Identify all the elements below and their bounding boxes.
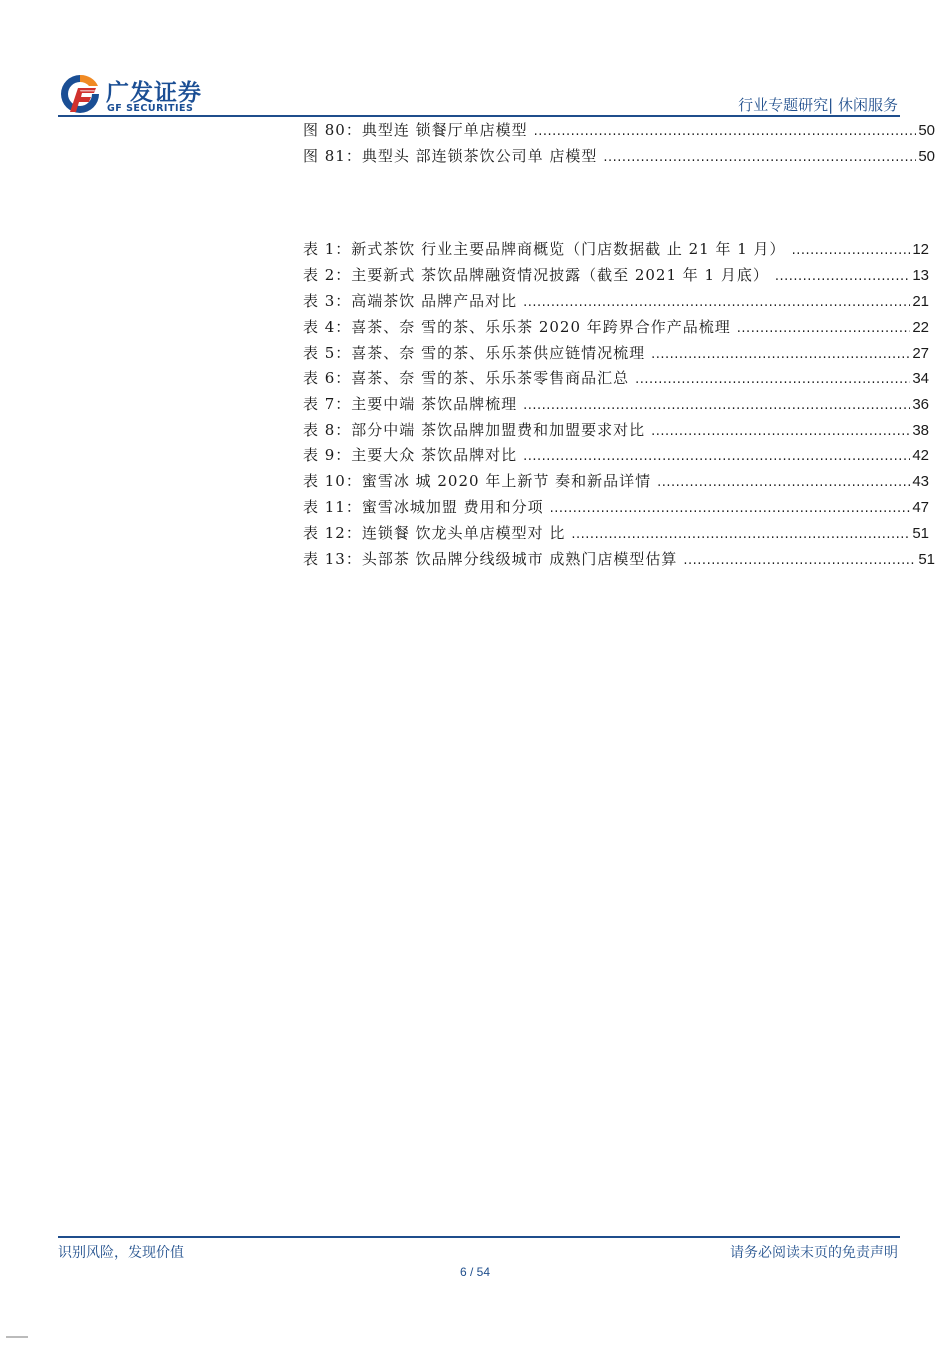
toc-leader-dots [737, 318, 911, 340]
toc-table-label: 表 12：连锁餐 饮龙头单店模型对 比 [303, 524, 566, 542]
toc-table-item[interactable] [303, 393, 929, 415]
company-logo [58, 72, 218, 116]
toc-table-label: 表 1：新式茶饮 行业主要品牌商概览（门店数据截 止 21 年 1 月） [303, 240, 786, 258]
toc-table-label: 表 11：蜜雪冰城加盟 费用和分项 [303, 498, 544, 516]
toc-page-number: 34 [912, 370, 929, 387]
toc-leader-dots [571, 524, 910, 546]
toc-table-item[interactable] [303, 470, 929, 492]
footer-divider [58, 1236, 900, 1238]
toc-page-number: 43 [912, 473, 929, 490]
toc-figure-label: 图 81：典型头 部连锁茶饮公司单 店模型 [303, 147, 598, 165]
toc-page-number: 22 [912, 319, 929, 336]
toc-figure-item[interactable] [303, 145, 935, 167]
header-divider [58, 115, 900, 117]
toc-leader-dots [657, 472, 910, 494]
toc-page-number: 51 [918, 551, 935, 568]
toc-leader-dots [523, 446, 910, 468]
toc-table-label: 表 4：喜茶、奈 雪的茶、乐乐茶 2020 年跨界合作产品梳理 [303, 318, 731, 336]
toc-table-label: 表 6：喜茶、奈 雪的茶、乐乐茶零售商品汇总 [303, 369, 630, 387]
toc-page-number: 47 [912, 499, 929, 516]
toc-table-item[interactable] [303, 522, 929, 544]
footer-disclaimer-notice: 请务必阅读末页的免责声明 [730, 1245, 898, 1261]
toc-page-number: 12 [912, 241, 929, 258]
toc-table-label: 表 2：主要新式 茶饮品牌融资情况披露（截至 2021 年 1 月底） [303, 266, 769, 284]
gf-logo-icon [58, 72, 102, 116]
toc-leader-dots [775, 266, 910, 288]
toc-table-item[interactable] [303, 444, 929, 466]
toc-table-item[interactable] [303, 342, 929, 364]
toc-table-label: 表 3：高端茶饮 品牌产品对比 [303, 292, 518, 310]
toc-leader-dots [651, 421, 910, 443]
toc-page-number: 50 [918, 148, 935, 165]
toc-leader-dots [635, 369, 910, 391]
toc-leader-dots [683, 550, 916, 572]
logo-chinese-name: 广发证券 [106, 80, 202, 106]
toc-figure-item[interactable] [303, 119, 935, 141]
toc-table-item[interactable] [303, 496, 929, 518]
toc-table-label: 表 9：主要大众 茶饮品牌对比 [303, 446, 518, 464]
toc-leader-dots [550, 498, 911, 520]
toc-table-item[interactable] [303, 238, 929, 260]
toc-table-item[interactable] [303, 290, 929, 312]
toc-page-number: 50 [918, 122, 935, 139]
toc-page-number: 27 [912, 345, 929, 362]
toc-page-number: 42 [912, 447, 929, 464]
toc-table-item[interactable] [303, 264, 929, 286]
toc-page-number: 21 [912, 293, 929, 310]
page-indicator: 6 / 54 [459, 1265, 491, 1279]
toc-table-label: 表 5：喜茶、奈 雪的茶、乐乐茶供应链情况梳理 [303, 344, 646, 362]
toc-table-item[interactable] [303, 419, 929, 441]
toc-page-number: 38 [912, 422, 929, 439]
toc-table-item[interactable] [303, 367, 929, 389]
toc-figure-label: 图 80：典型连 锁餐厅单店模型 [303, 121, 528, 139]
toc-table-item[interactable] [303, 316, 929, 338]
footer-slogan: 识别风险，发现价值 [58, 1245, 184, 1261]
report-category: 行业专题研究| 休闲服务 [738, 96, 898, 114]
toc-leader-dots [603, 147, 916, 169]
toc-page-number: 51 [912, 525, 929, 542]
toc-table-item[interactable] [303, 548, 935, 570]
toc-leader-dots [523, 292, 910, 314]
toc-leader-dots [651, 344, 910, 366]
toc-page-number: 13 [912, 267, 929, 284]
toc-table-label: 表 10：蜜雪冰 城 2020 年上新节 奏和新品详情 [303, 472, 652, 490]
logo-english-name: GF SECURITIES [107, 103, 194, 114]
page-header [0, 0, 950, 120]
scan-corner-mark [6, 1336, 28, 1338]
toc-leader-dots [792, 240, 911, 262]
toc-leader-dots [523, 395, 910, 417]
toc-table-label: 表 13：头部茶 饮品牌分线级城市 成熟门店模型估算 [303, 550, 678, 568]
toc-page-number: 36 [912, 396, 929, 413]
toc-table-label: 表 8：部分中端 茶饮品牌加盟费和加盟要求对比 [303, 421, 646, 439]
toc-leader-dots [534, 121, 917, 143]
toc-table-label: 表 7：主要中端 茶饮品牌梳理 [303, 395, 518, 413]
